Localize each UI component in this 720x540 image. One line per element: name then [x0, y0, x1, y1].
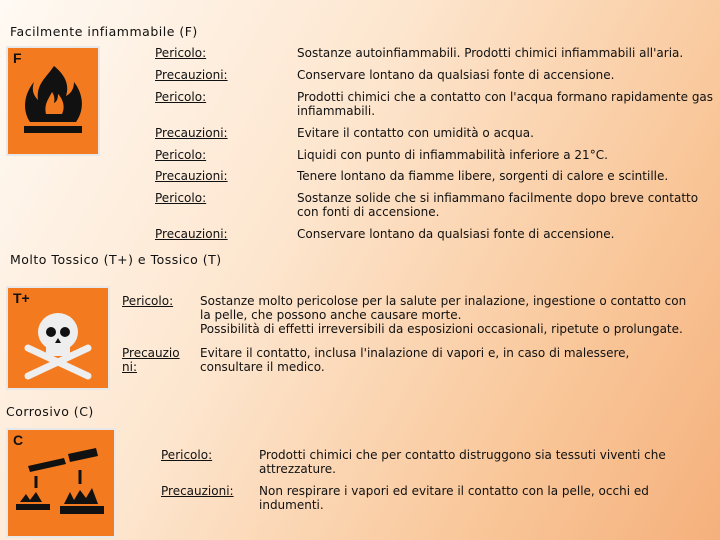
- symbol-letter: F: [13, 50, 22, 66]
- row-label: Pericolo:: [155, 191, 207, 205]
- row-text-line: Possibilità di effetti irreversibili da esposizioni occasionali, ripetute o prolungate.: [200, 322, 683, 336]
- row-text: Evitare il contatto, inclusa l'inalazione di vapori e, in caso di malessere, consultare il medico.: [200, 346, 630, 374]
- section-title-corrosive: Corrosivo (C): [6, 404, 94, 419]
- row-text: Tenere lontano da fiamme libere, sorgenti di calore e scintille.: [297, 169, 669, 183]
- symbol-letter: C: [13, 432, 24, 448]
- section-title-flammable: Facilmente infiammabile (F): [10, 24, 198, 39]
- row-label: Pericolo:: [155, 46, 207, 60]
- row-text: Sostanze solide che si infiammano facilmente dopo breve contatto con fonti di accensione.: [297, 191, 699, 219]
- row-text: Non respirare i vapori ed evitare il contatto con la pelle, occhi ed indumenti.: [259, 484, 649, 512]
- row-label: Precauzioni:: [155, 227, 228, 241]
- row-text-line: Sostanze molto pericolose per la salute per inalazione, ingestione o contatto con la pelle, che possono anche causare morte.: [200, 294, 687, 322]
- row-label: Pericolo:: [155, 148, 207, 162]
- row-label: Precauzioni:: [155, 169, 228, 183]
- row-text: Conservare lontano da qualsiasi fonte di accensione.: [297, 227, 615, 241]
- symbol-letter: T+: [13, 290, 30, 306]
- row-text: Liquidi con punto di infiammabilità inferiore a 21°C.: [297, 148, 608, 162]
- row-label: Pericolo:: [161, 448, 213, 462]
- row-label: Pericolo:: [155, 90, 207, 104]
- skull-icon: [8, 288, 108, 388]
- row-text: Prodotti chimici che per contatto distruggono sia tessuti viventi che attrezzature.: [259, 448, 666, 476]
- row-text: [200, 294, 700, 336]
- row-text: Sostanze autoinfiammabili. Prodotti chimici infiammabili all'aria.: [297, 46, 684, 60]
- row-text: Conservare lontano da qualsiasi fonte di accensione.: [297, 68, 615, 82]
- row-text: Evitare il contatto con umidità o acqua.: [297, 126, 534, 140]
- section-title-toxic: Molto Tossico (T+) e Tossico (T): [10, 252, 222, 267]
- flame-hazard-symbol: [6, 46, 100, 156]
- row-label: Precauzioni:: [155, 126, 228, 140]
- corrosion-icon: [8, 430, 114, 536]
- row-label: Pericolo:: [122, 294, 174, 308]
- row-label: Precauzio ni:: [122, 346, 180, 374]
- corrosive-hazard-symbol: [6, 428, 116, 538]
- row-text: Prodotti chimici che a contatto con l'acqua formano rapidamente gas infiammabili.: [297, 90, 714, 118]
- row-label: Precauzioni:: [155, 68, 228, 82]
- flame-icon: [8, 48, 98, 154]
- skull-hazard-symbol: [6, 286, 110, 390]
- row-label: Precauzioni:: [161, 484, 234, 498]
